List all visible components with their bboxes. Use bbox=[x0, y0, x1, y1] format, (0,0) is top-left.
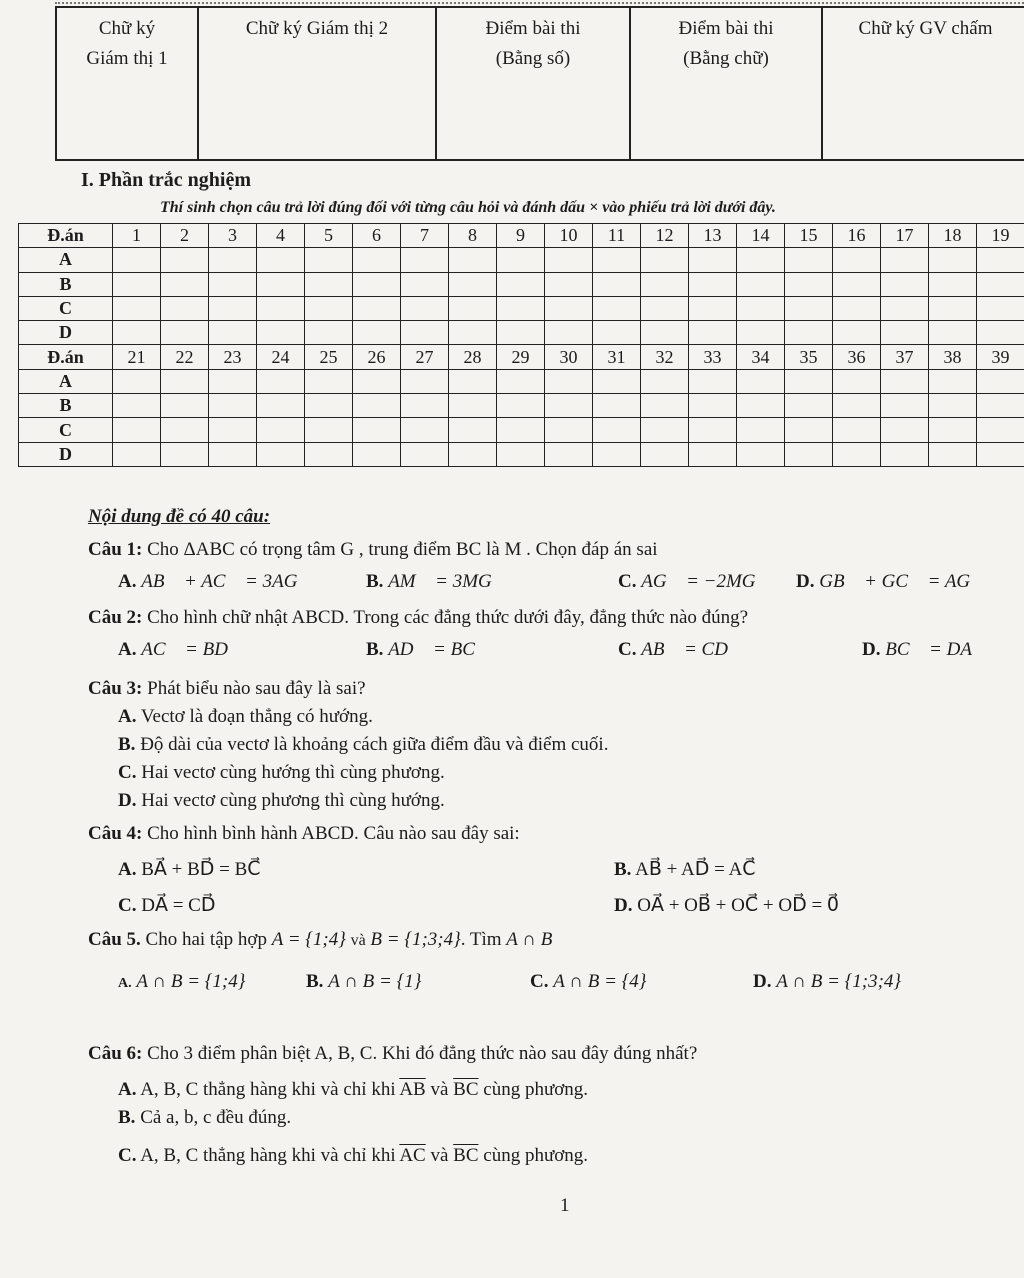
answer-cell[interactable] bbox=[209, 418, 257, 442]
answer-cell[interactable] bbox=[449, 321, 497, 345]
answer-cell[interactable] bbox=[881, 394, 929, 418]
answer-cell[interactable] bbox=[689, 272, 737, 296]
answer-option-label: D bbox=[19, 321, 113, 345]
answer-cell[interactable] bbox=[833, 321, 881, 345]
question-number-cell: 16 bbox=[833, 224, 881, 248]
q6-option-a: A. A, B, C thẳng hàng khi và chỉ khi $\overline{AB}$ và $\overline{BC}$ cùng phương. bbox=[118, 1079, 589, 1100]
q3-option-d: D. Hai vectơ cùng phương thì cùng hướng. bbox=[118, 790, 445, 811]
answer-cell[interactable] bbox=[113, 442, 161, 466]
answer-cell[interactable] bbox=[353, 369, 401, 393]
answer-cell[interactable] bbox=[929, 394, 977, 418]
question-number-cell: 10 bbox=[545, 224, 593, 248]
question-1: Câu 1: Cho ΔABC có trọng tâm G , trung điểm BC là M . Chọn đáp án sai bbox=[88, 539, 658, 560]
answer-cell[interactable] bbox=[209, 272, 257, 296]
answer-cell[interactable] bbox=[449, 296, 497, 320]
q5-option-c: C. A ∩ B = {4} bbox=[530, 971, 647, 992]
answer-cell[interactable] bbox=[929, 442, 977, 466]
answer-cell[interactable] bbox=[785, 296, 833, 320]
question-number-cell: 8 bbox=[449, 224, 497, 248]
q6-option-b: B. Cả a, b, c đều đúng. bbox=[118, 1107, 292, 1128]
answer-cell[interactable] bbox=[497, 248, 545, 272]
question-number-cell: 21 bbox=[113, 345, 161, 369]
answer-cell[interactable] bbox=[257, 272, 305, 296]
answer-cell[interactable] bbox=[449, 369, 497, 393]
answer-cell[interactable] bbox=[929, 418, 977, 442]
question-number-cell: 27 bbox=[401, 345, 449, 369]
answer-cell[interactable] bbox=[257, 394, 305, 418]
answer-cell[interactable] bbox=[929, 321, 977, 345]
answer-cell[interactable] bbox=[209, 369, 257, 393]
answer-header-row bbox=[19, 224, 1024, 248]
section-instruction: Thí sinh chọn câu trả lời đúng đối với từng câu hỏi và đánh dấu × vào phiếu trả lời dưới đây. bbox=[160, 199, 776, 216]
answer-header-label: Đ.án bbox=[19, 224, 113, 248]
question-number-cell: 31 bbox=[593, 345, 641, 369]
answer-cell[interactable] bbox=[545, 272, 593, 296]
answer-cell[interactable] bbox=[305, 394, 353, 418]
answer-cell[interactable] bbox=[113, 272, 161, 296]
answer-cell[interactable] bbox=[833, 296, 881, 320]
answer-cell[interactable] bbox=[305, 248, 353, 272]
answer-cell[interactable] bbox=[353, 248, 401, 272]
question-number-cell: 12 bbox=[641, 224, 689, 248]
answer-cell[interactable] bbox=[161, 442, 209, 466]
answer-cell[interactable] bbox=[161, 272, 209, 296]
answer-cell[interactable] bbox=[977, 442, 1024, 466]
answer-option-label: A bbox=[19, 369, 113, 393]
question-number-cell: 6 bbox=[353, 224, 401, 248]
answer-cell[interactable] bbox=[593, 321, 641, 345]
question-number-cell: 19 bbox=[977, 224, 1024, 248]
answer-cell[interactable] bbox=[305, 321, 353, 345]
answer-cell[interactable] bbox=[449, 442, 497, 466]
answer-option-label: C bbox=[19, 296, 113, 320]
answer-cell[interactable] bbox=[209, 248, 257, 272]
question-number-cell: 7 bbox=[401, 224, 449, 248]
answer-cell[interactable] bbox=[113, 394, 161, 418]
answer-cell[interactable] bbox=[785, 394, 833, 418]
answer-cell[interactable] bbox=[689, 418, 737, 442]
content-heading: Nội dung đề có 40 câu: bbox=[88, 506, 271, 527]
answer-cell[interactable] bbox=[545, 442, 593, 466]
answer-cell[interactable] bbox=[353, 418, 401, 442]
question-number-cell: 13 bbox=[689, 224, 737, 248]
question-3: Câu 3: Phát biểu nào sau đây là sai? bbox=[88, 678, 366, 699]
answer-cell[interactable] bbox=[881, 369, 929, 393]
q6-option-c: C. A, B, C thẳng hàng khi và chỉ khi $\overline{AC}$ và $\overline{BC}$ cùng phương. bbox=[118, 1145, 589, 1166]
answer-cell[interactable] bbox=[641, 442, 689, 466]
top-dotted-line bbox=[55, 2, 1024, 4]
answer-cell[interactable] bbox=[113, 369, 161, 393]
question-number-cell: 2 bbox=[161, 224, 209, 248]
answer-cell[interactable] bbox=[305, 369, 353, 393]
question-number-cell: 34 bbox=[737, 345, 785, 369]
question-4: Câu 4: Cho hình bình hành ABCD. Câu nào sau đây sai: bbox=[88, 823, 520, 844]
answer-cell[interactable] bbox=[401, 248, 449, 272]
question-number-cell: 17 bbox=[881, 224, 929, 248]
answer-cell[interactable] bbox=[833, 442, 881, 466]
answer-cell[interactable] bbox=[257, 369, 305, 393]
answer-cell[interactable] bbox=[497, 418, 545, 442]
answer-cell[interactable] bbox=[161, 369, 209, 393]
answer-cell[interactable] bbox=[737, 272, 785, 296]
q1-option-c: C. AG⃗ = −2MG⃗ bbox=[618, 571, 771, 592]
answer-cell[interactable] bbox=[305, 272, 353, 296]
sig-cell-teacher: Chữ ký GV chấm bbox=[822, 7, 1024, 160]
answer-cell[interactable] bbox=[593, 272, 641, 296]
q5-option-a: A. A ∩ B = {1;4} bbox=[118, 971, 246, 992]
q3-option-c: C. Hai vectơ cùng hướng thì cùng phương. bbox=[118, 762, 445, 783]
question-number-cell: 39 bbox=[977, 345, 1024, 369]
question-number-cell: 36 bbox=[833, 345, 881, 369]
answer-cell[interactable] bbox=[497, 442, 545, 466]
question-number-cell: 14 bbox=[737, 224, 785, 248]
answer-option-label: C bbox=[19, 418, 113, 442]
answer-cell[interactable] bbox=[641, 394, 689, 418]
answer-cell[interactable] bbox=[785, 248, 833, 272]
answer-cell[interactable] bbox=[977, 394, 1024, 418]
score-words-cell: Điểm bài thi (Bằng chữ) bbox=[630, 7, 822, 160]
answer-header-label: Đ.án bbox=[19, 345, 113, 369]
answer-cell[interactable] bbox=[785, 321, 833, 345]
answer-option-label: B bbox=[19, 272, 113, 296]
answer-cell[interactable] bbox=[497, 296, 545, 320]
answer-cell[interactable] bbox=[497, 394, 545, 418]
signature-table bbox=[55, 6, 1024, 161]
page-number: 1 bbox=[560, 1195, 570, 1216]
answer-cell[interactable] bbox=[449, 418, 497, 442]
answer-cell[interactable] bbox=[449, 248, 497, 272]
q1-option-d: D. GB⃗ + GC⃗ = AG⃗ bbox=[796, 571, 985, 592]
answer-cell[interactable] bbox=[689, 248, 737, 272]
answer-cell[interactable] bbox=[545, 321, 593, 345]
answer-cell[interactable] bbox=[305, 296, 353, 320]
answer-cell[interactable] bbox=[689, 369, 737, 393]
question-number-cell: 35 bbox=[785, 345, 833, 369]
question-number-cell: 22 bbox=[161, 345, 209, 369]
answer-header-row bbox=[19, 345, 1024, 369]
answer-cell[interactable] bbox=[257, 296, 305, 320]
answer-cell[interactable] bbox=[593, 296, 641, 320]
answer-cell[interactable] bbox=[593, 394, 641, 418]
q4-option-c: C. DA⃗ = CD⃗ bbox=[118, 895, 216, 916]
answer-cell[interactable] bbox=[977, 248, 1024, 272]
answer-cell[interactable] bbox=[785, 272, 833, 296]
q5-option-d: D. A ∩ B = {1;3;4} bbox=[753, 971, 901, 992]
q4-option-a: A. BA⃗ + BD⃗ = BC⃗ bbox=[118, 859, 261, 880]
question-2: Câu 2: Cho hình chữ nhật ABCD. Trong các đẳng thức dưới đây, đẳng thức nào đúng? bbox=[88, 607, 749, 628]
answer-cell[interactable] bbox=[497, 321, 545, 345]
answer-cell[interactable] bbox=[737, 418, 785, 442]
answer-cell[interactable] bbox=[593, 418, 641, 442]
answer-cell[interactable] bbox=[161, 418, 209, 442]
answer-cell[interactable] bbox=[641, 418, 689, 442]
answer-cell[interactable] bbox=[881, 296, 929, 320]
answer-cell[interactable] bbox=[545, 369, 593, 393]
answer-cell[interactable] bbox=[737, 248, 785, 272]
answer-cell[interactable] bbox=[881, 248, 929, 272]
answer-cell[interactable] bbox=[113, 248, 161, 272]
answer-cell[interactable] bbox=[545, 418, 593, 442]
answer-cell[interactable] bbox=[545, 248, 593, 272]
answer-cell[interactable] bbox=[833, 418, 881, 442]
question-number-cell: 4 bbox=[257, 224, 305, 248]
q3-option-a: A. Vectơ là đoạn thẳng có hướng. bbox=[118, 706, 373, 727]
answer-cell[interactable] bbox=[353, 272, 401, 296]
answer-cell[interactable] bbox=[401, 369, 449, 393]
answer-cell[interactable] bbox=[785, 418, 833, 442]
answer-cell[interactable] bbox=[401, 272, 449, 296]
answer-cell[interactable] bbox=[353, 442, 401, 466]
answer-cell[interactable] bbox=[689, 321, 737, 345]
answer-cell[interactable] bbox=[689, 394, 737, 418]
answer-cell[interactable] bbox=[161, 321, 209, 345]
question-number-cell: 5 bbox=[305, 224, 353, 248]
vector-ab: $\overline{AB}$ bbox=[399, 1079, 426, 1100]
answer-cell[interactable] bbox=[977, 296, 1024, 320]
question-number-cell: 30 bbox=[545, 345, 593, 369]
answer-cell[interactable] bbox=[641, 296, 689, 320]
question-number-cell: 24 bbox=[257, 345, 305, 369]
question-number-cell: 32 bbox=[641, 345, 689, 369]
question-number-cell: 28 bbox=[449, 345, 497, 369]
answer-cell[interactable] bbox=[257, 321, 305, 345]
question-5: Câu 5. Cho hai tập hợp A = {1;4} và B = {1;3;4}. Tìm A ∩ B bbox=[88, 929, 553, 950]
answer-cell[interactable] bbox=[689, 296, 737, 320]
answer-cell[interactable] bbox=[881, 321, 929, 345]
answer-cell[interactable] bbox=[737, 321, 785, 345]
answer-cell[interactable] bbox=[401, 394, 449, 418]
question-number-cell: 3 bbox=[209, 224, 257, 248]
answer-cell[interactable] bbox=[161, 248, 209, 272]
answer-cell[interactable] bbox=[161, 296, 209, 320]
question-number-cell: 33 bbox=[689, 345, 737, 369]
answer-cell[interactable] bbox=[257, 442, 305, 466]
q3-option-b: B. Độ dài của vectơ là khoảng cách giữa điểm đầu và điểm cuối. bbox=[118, 734, 609, 755]
question-number-cell: 9 bbox=[497, 224, 545, 248]
answer-cell[interactable] bbox=[737, 369, 785, 393]
answer-cell[interactable] bbox=[593, 369, 641, 393]
answer-cell[interactable] bbox=[209, 394, 257, 418]
q2-option-d: D. BC⃗ = DA⃗ bbox=[862, 639, 987, 660]
answer-cell[interactable] bbox=[401, 418, 449, 442]
answer-cell[interactable] bbox=[737, 296, 785, 320]
question-number-cell: 23 bbox=[209, 345, 257, 369]
answer-cell[interactable] bbox=[737, 394, 785, 418]
answer-cell[interactable] bbox=[881, 442, 929, 466]
answer-cell[interactable] bbox=[641, 272, 689, 296]
answer-cell[interactable] bbox=[497, 272, 545, 296]
answer-cell[interactable] bbox=[353, 394, 401, 418]
answer-cell[interactable] bbox=[545, 394, 593, 418]
answer-sheet-table bbox=[18, 223, 1024, 467]
answer-cell[interactable] bbox=[497, 369, 545, 393]
answer-cell[interactable] bbox=[113, 321, 161, 345]
answer-cell[interactable] bbox=[209, 296, 257, 320]
section-title: I. Phần trắc nghiệm bbox=[81, 169, 251, 191]
answer-cell[interactable] bbox=[737, 442, 785, 466]
answer-cell[interactable] bbox=[833, 248, 881, 272]
answer-cell[interactable] bbox=[593, 248, 641, 272]
answer-option-row bbox=[19, 418, 1024, 442]
answer-cell[interactable] bbox=[593, 442, 641, 466]
answer-cell[interactable] bbox=[401, 296, 449, 320]
q2-option-b: B. AD⃗ = BC⃗ bbox=[366, 639, 490, 660]
answer-cell[interactable] bbox=[353, 296, 401, 320]
question-number-cell: 18 bbox=[929, 224, 977, 248]
answer-option-row bbox=[19, 296, 1024, 320]
answer-cell[interactable] bbox=[401, 442, 449, 466]
q2-option-a: A. AC⃗ = BD⃗ bbox=[118, 639, 243, 660]
answer-cell[interactable] bbox=[689, 442, 737, 466]
question-6: Câu 6: Cho 3 điểm phân biệt A, B, C. Khi đó đẳng thức nào sau đây đúng nhất? bbox=[88, 1043, 698, 1064]
answer-cell[interactable] bbox=[209, 321, 257, 345]
answer-cell[interactable] bbox=[833, 369, 881, 393]
question-number-cell: 37 bbox=[881, 345, 929, 369]
q1-option-a: A. AB⃗ + AC⃗ = 3AG⃗ bbox=[118, 571, 313, 592]
answer-cell[interactable] bbox=[161, 394, 209, 418]
question-number-cell: 25 bbox=[305, 345, 353, 369]
question-number-cell: 38 bbox=[929, 345, 977, 369]
question-number-cell: 1 bbox=[113, 224, 161, 248]
answer-cell[interactable] bbox=[929, 369, 977, 393]
sig-cell-proctor1: Chữ ký Giám thị 1 bbox=[56, 7, 198, 160]
answer-cell[interactable] bbox=[641, 321, 689, 345]
score-number-cell: Điểm bài thi (Bằng số) bbox=[436, 7, 630, 160]
answer-cell[interactable] bbox=[113, 418, 161, 442]
answer-cell[interactable] bbox=[449, 272, 497, 296]
answer-cell[interactable] bbox=[449, 394, 497, 418]
answer-cell[interactable] bbox=[305, 418, 353, 442]
answer-cell[interactable] bbox=[641, 369, 689, 393]
answer-cell[interactable] bbox=[881, 272, 929, 296]
answer-option-row bbox=[19, 248, 1024, 272]
answer-cell[interactable] bbox=[209, 442, 257, 466]
answer-option-row bbox=[19, 321, 1024, 345]
answer-cell[interactable] bbox=[257, 418, 305, 442]
q1-option-b: B. AM⃗ = 3MG⃗ bbox=[366, 571, 507, 592]
answer-option-row bbox=[19, 272, 1024, 296]
question-number-cell: 26 bbox=[353, 345, 401, 369]
question-number-cell: 29 bbox=[497, 345, 545, 369]
answer-option-label: B bbox=[19, 394, 113, 418]
question-number-cell: 11 bbox=[593, 224, 641, 248]
answer-option-label: A bbox=[19, 248, 113, 272]
sig-cell-proctor2: Chữ ký Giám thị 2 bbox=[198, 7, 436, 160]
answer-cell[interactable] bbox=[881, 418, 929, 442]
answer-cell[interactable] bbox=[641, 248, 689, 272]
answer-cell[interactable] bbox=[977, 272, 1024, 296]
answer-cell[interactable] bbox=[929, 296, 977, 320]
question-number-cell: 15 bbox=[785, 224, 833, 248]
answer-cell[interactable] bbox=[977, 369, 1024, 393]
answer-cell[interactable] bbox=[929, 272, 977, 296]
answer-cell[interactable] bbox=[929, 248, 977, 272]
answer-option-row bbox=[19, 394, 1024, 418]
answer-cell[interactable] bbox=[833, 394, 881, 418]
answer-cell[interactable] bbox=[113, 296, 161, 320]
answer-cell[interactable] bbox=[257, 248, 305, 272]
answer-option-label: D bbox=[19, 442, 113, 466]
q4-option-b: B. AB⃗ + AD⃗ = AC⃗ bbox=[614, 859, 756, 880]
answer-cell[interactable] bbox=[977, 418, 1024, 442]
answer-cell[interactable] bbox=[785, 442, 833, 466]
answer-cell[interactable] bbox=[353, 321, 401, 345]
answer-cell[interactable] bbox=[401, 321, 449, 345]
q2-option-c: C. AB⃗ = CD⃗ bbox=[618, 639, 743, 660]
answer-option-row bbox=[19, 442, 1024, 466]
answer-cell[interactable] bbox=[833, 272, 881, 296]
answer-option-row bbox=[19, 369, 1024, 393]
answer-cell[interactable] bbox=[785, 369, 833, 393]
q5-option-b: B. A ∩ B = {1} bbox=[306, 971, 422, 992]
q4-option-d: D. OA⃗ + OB⃗ + OC⃗ + OD⃗ = 0⃗ bbox=[614, 895, 839, 916]
answer-cell[interactable] bbox=[977, 321, 1024, 345]
answer-cell[interactable] bbox=[545, 296, 593, 320]
answer-cell[interactable] bbox=[305, 442, 353, 466]
